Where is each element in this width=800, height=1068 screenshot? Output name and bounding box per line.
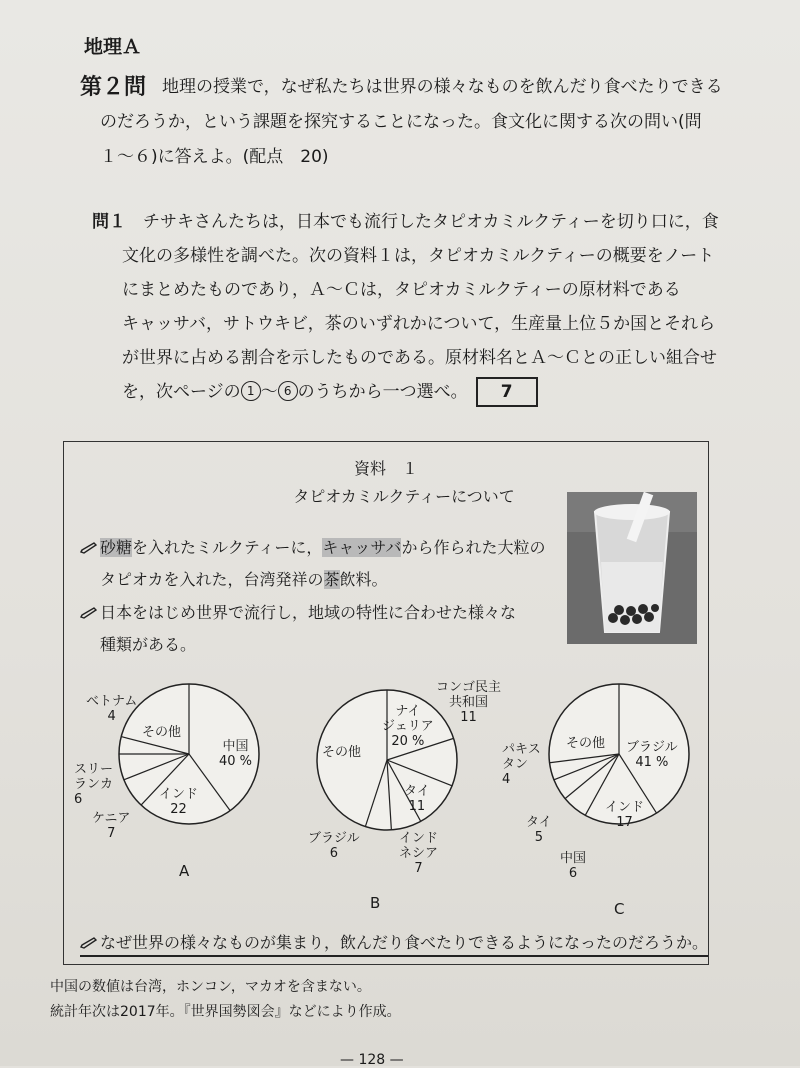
pie-C-label-pakistan: パキス タン 4 <box>502 742 541 787</box>
pie-A-label-kenya: ケニア 7 <box>92 811 131 841</box>
q1-line-last <box>92 375 732 409</box>
question-intro <box>100 70 740 175</box>
q1-line: チサキさんたちは，日本でも流行したタピオカミルクティーを切り口に，食 <box>143 212 719 232</box>
intro-line: １～６)に答えよ。(配点 20) <box>100 147 329 167</box>
material-question <box>80 930 708 957</box>
pie-A-label-india: インド 22 <box>159 787 199 817</box>
q1-line: 文化の多様性を調べた。次の資料１は，タピオカミルクティーの概要をノート <box>122 246 715 266</box>
material-subtitle: タピオカミルクティーについて <box>293 487 515 506</box>
subject-heading: 地理Ａ <box>84 36 142 58</box>
bullet-2 <box>80 597 560 661</box>
pie-A-label-other: その他 <box>142 725 182 740</box>
pie-A-label-srilanka: スリー ランカ 6 <box>74 762 114 807</box>
material-box <box>63 441 709 965</box>
q1-line: にまとめたものであり，Ａ～Ｃは，タピオカミルクティーの原材料である <box>122 280 681 300</box>
pie-B-label-brazil: ブラジル 6 <box>308 831 360 861</box>
material-title: 資料 １ <box>353 459 418 478</box>
pencil-icon <box>80 607 98 619</box>
bullet-text: 飲料。 <box>339 570 388 589</box>
pencil-icon <box>80 542 98 554</box>
pencil-icon <box>80 937 98 949</box>
question-1 <box>92 205 732 409</box>
hl-tea: 茶 <box>323 570 340 589</box>
q1-text: のうちから一つ選べ。 <box>297 382 468 402</box>
bullet-text: 種類がある。 <box>100 635 197 654</box>
bullet-text: 日本をはじめ世界で流行し，地域の特性に合わせた様々な <box>100 603 517 622</box>
bullet-text: を入れたミルクティーに， <box>132 538 323 557</box>
source-note-1: 中国の数値は台湾，ホンコン，マカオを含まない。 <box>50 979 371 995</box>
bullet-text: から作られた大粒の <box>401 538 546 557</box>
question-number: 第２問 <box>80 75 147 100</box>
choice-circle-6: 6 <box>278 381 298 401</box>
material-question-text: なぜ世界の様々なものが集まり，飲んだり食べたりできるようになったのだろうか。 <box>100 933 709 952</box>
pie-B-label-nigeria: ナイ ジェリア 20 % <box>382 704 434 749</box>
pie-C-label-thai: タイ 5 <box>526 815 552 845</box>
bullet-1 <box>80 532 560 596</box>
pie-C-label-india: インド 17 <box>605 800 645 830</box>
chart-caption-B: B <box>370 894 381 912</box>
q1-line: が世界に占める割合を示したものである。原材料名とＡ～Ｃとの正しい組合せ <box>122 348 717 368</box>
page-number: — 128 — <box>340 1052 404 1068</box>
pie-B-label-other: その他 <box>322 745 362 760</box>
pie-C-label-brazil: ブラジル 41 % <box>626 740 678 770</box>
answer-box[interactable]: 7 <box>476 377 538 407</box>
pie-A-label-vietnam: ベトナム 4 <box>86 694 138 724</box>
hl-sugar: 砂糖 <box>100 538 133 557</box>
range-separator: ～ <box>260 382 278 402</box>
q1-label: 問１ <box>92 212 126 232</box>
hl-cassava: キャッサバ <box>322 538 402 557</box>
pie-B-label-congo: コンゴ民主 共和国 11 <box>436 680 502 725</box>
pie-C-label-china: 中国 6 <box>560 851 587 881</box>
pie-B-label-indonesia: インド ネシア 7 <box>399 831 439 876</box>
intro-line: のだろうか，という課題を探究することになった。食文化に関する次の問い(問 <box>100 112 702 132</box>
choice-circle-1: 1 <box>241 381 261 401</box>
pie-B-label-thai: タイ 11 <box>404 784 430 814</box>
bullet-text: タピオカを入れた，台湾発祥の <box>100 570 324 589</box>
q1-line: キャッサバ，サトウキビ，茶のいずれかについて，生産量上位５か国とそれら <box>122 314 716 334</box>
tapioca-photo <box>567 492 697 644</box>
intro-line: 地理の授業で，なぜ私たちは世界の様々なものを飲んだり食べたりできる <box>162 77 723 97</box>
q1-text: を，次ページの <box>122 382 241 402</box>
chart-caption-A: A <box>179 862 190 880</box>
source-note-2: 統計年次は2017年。『世界国勢図会』などにより作成。 <box>50 1004 401 1020</box>
pie-C-label-other: その他 <box>566 736 606 751</box>
pie-A-label-china: 中国 40 % <box>219 739 253 769</box>
chart-caption-C: C <box>614 900 625 918</box>
